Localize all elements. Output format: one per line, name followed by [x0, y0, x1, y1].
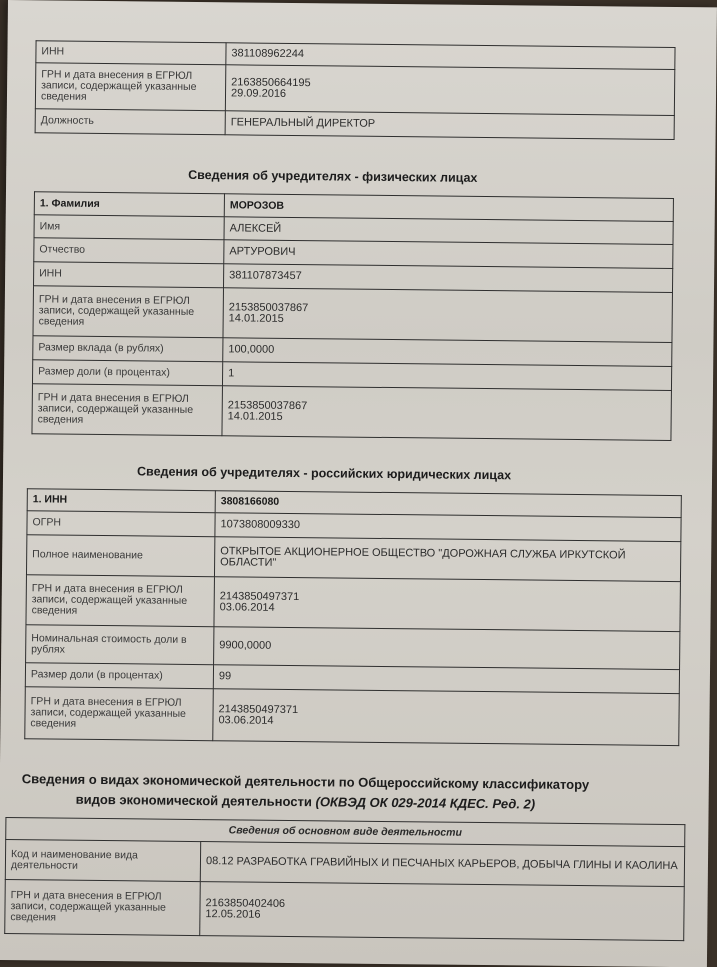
grn-number: 2143850497371	[219, 589, 300, 603]
field-label: Номинальная стоимость доли в рублях	[26, 625, 214, 665]
field-value: 381108962244	[226, 43, 675, 70]
okved-table	[4, 817, 685, 941]
field-label: Отчество	[34, 238, 224, 264]
field-label: ГРН и дата внесения в ЕГРЮЛ записи, содержащей указанные сведения	[35, 63, 225, 111]
field-label: ИНН	[34, 262, 224, 288]
field-value	[222, 386, 671, 441]
grn-number: 2163850402406	[205, 896, 286, 910]
field-label: 1. Фамилия	[34, 192, 224, 217]
field-value: 1073808009330	[215, 513, 681, 542]
table-row	[26, 535, 680, 582]
field-label: ГРН и дата внесения в ЕГРЮЛ записи, содержащей указанные сведения	[33, 286, 224, 338]
grn-number: 2143850497371	[218, 702, 299, 716]
field-value: АЛЕКСЕЙ	[224, 217, 673, 245]
field-value: 99	[213, 665, 679, 694]
section-title-legal: Сведения об учредителях - российских юридических лицах	[136, 464, 512, 483]
field-value	[213, 689, 680, 746]
field-label: Размер вклада (в рублях)	[33, 336, 223, 362]
field-label: ГРН и дата внесения в ЕГРЮЛ записи, содержащей указанные сведения	[5, 880, 201, 936]
grn-date: 14.01.2015	[228, 311, 284, 325]
grn-date: 03.06.2014	[219, 600, 275, 614]
okved-title-line1: Сведения о видах экономической деятельности по Общероссийскому классификатору	[21, 771, 590, 793]
okved-subheader: Сведения об основном виде деятельности	[6, 818, 685, 847]
table-row	[33, 286, 672, 343]
field-value: 9900,0000	[214, 627, 680, 670]
field-label: ГРН и дата внесения в ЕГРЮЛ записи, содержащей указанные сведения	[32, 384, 223, 436]
founders-individuals-table	[31, 191, 674, 441]
table-row	[5, 840, 684, 887]
field-value: АРТУРОВИЧ	[224, 240, 673, 269]
field-value	[214, 577, 680, 632]
okved-title-line2	[76, 792, 536, 812]
table-row	[26, 575, 680, 632]
grn-number: 2153850037867	[228, 300, 309, 314]
field-value: 1	[222, 362, 671, 391]
field-value: ОТКРЫТОЕ АКЦИОНЕРНОЕ ОБЩЕСТВО "ДОРОЖНАЯ СЛУЖБА ИРКУТСКОЙ ОБЛАСТИ"	[214, 537, 680, 582]
field-value	[225, 65, 674, 116]
okved-title-text: видов экономической деятельности	[75, 791, 316, 810]
founders-legal-table	[24, 488, 682, 746]
field-label: Код и наименование вида деятельности	[5, 840, 200, 882]
field-label: Должность	[35, 109, 225, 135]
okved-code-ref: (ОКВЭД ОК 029-2014 КДЕС. Ред. 2)	[315, 794, 536, 812]
grn-date: 12.05.2016	[205, 907, 261, 921]
field-value: 3808166080	[215, 491, 681, 518]
field-value: 100,0000	[223, 338, 672, 367]
field-value: МОРОЗОВ	[224, 194, 673, 222]
field-label: Полное наименование	[26, 535, 214, 577]
field-label: Размер доли (в процентах)	[25, 663, 213, 689]
director-table	[35, 40, 676, 140]
field-label: ГРН и дата внесения в ЕГРЮЛ записи, содержащей указанные сведения	[25, 687, 214, 741]
table-row	[25, 687, 680, 746]
field-value: 381107873457	[223, 264, 672, 293]
field-value	[200, 882, 685, 941]
section-title-individuals: Сведения об учредителях - физических лицах	[188, 167, 478, 185]
grn-number: 2153850037867	[227, 398, 308, 412]
field-label: ГРН и дата внесения в ЕГРЮЛ записи, содержащей указанные сведения	[26, 575, 215, 627]
grn-date: 29.09.2016	[230, 86, 287, 100]
table-row	[5, 880, 685, 941]
field-value: 08.12 РАЗРАБОТКА ГРАВИЙНЫХ И ПЕСЧАНЫХ КАРЬЕРОВ, ДОБЫЧА ГЛИНЫ И КАОЛИНА	[200, 842, 684, 887]
table-row	[35, 63, 674, 116]
field-label: ОГРН	[27, 511, 215, 537]
field-value: ГЕНЕРАЛЬНЫЙ ДИРЕКТОР	[225, 111, 674, 140]
field-label: ИНН	[36, 41, 226, 65]
table-row	[32, 384, 671, 441]
field-label: Имя	[34, 215, 224, 240]
grn-number: 2163850664195	[231, 75, 311, 89]
grn-date: 03.06.2014	[218, 713, 274, 727]
field-value	[223, 288, 672, 343]
field-label: 1. ИНН	[27, 489, 215, 513]
grn-date: 14.01.2015	[227, 409, 283, 423]
field-label: Размер доли (в процентах)	[32, 360, 222, 386]
